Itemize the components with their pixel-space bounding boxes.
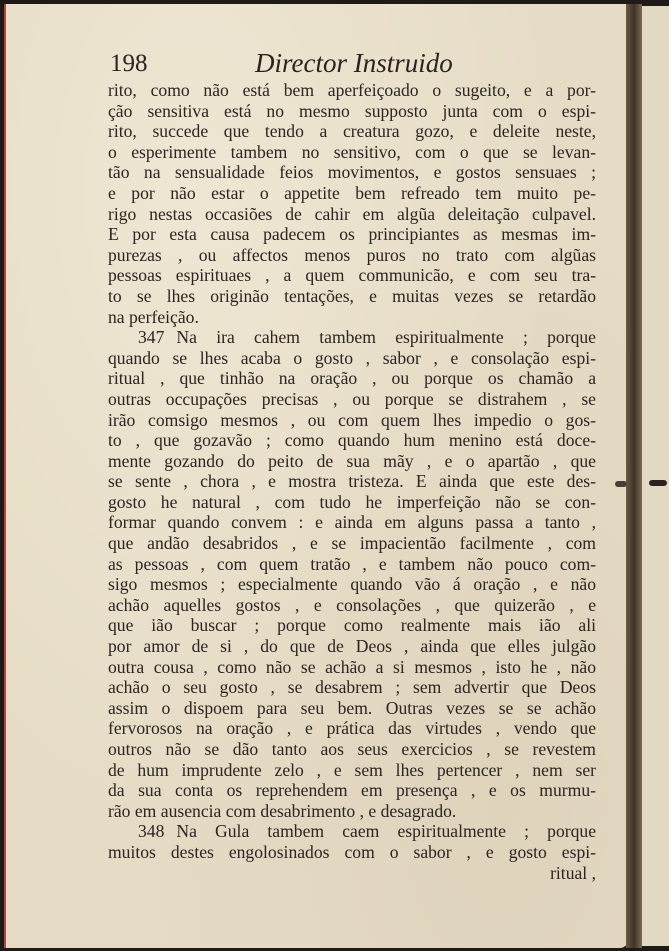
text-line: to , que gozavão ; como quando hum menino está doce- xyxy=(108,430,596,451)
paragraph-number: 347 xyxy=(138,327,165,348)
paragraph-text: Na Gula tambem caem espiritualmente ; porque xyxy=(176,821,596,842)
page-header xyxy=(110,46,610,82)
text-line: formar quando convem : e ainda em alguns passa a tanto , xyxy=(108,512,596,533)
text-line: tão na sensualidade feios movimentos, e gostos sensuaes ; xyxy=(108,162,596,183)
text-line: por amor de si , do que de Deos , ainda que elles julgão xyxy=(108,636,596,657)
text-line: mente gozando do peito de sua mãy , e o apartão , que xyxy=(108,450,596,471)
text-line: rito, succede que tendo a creatura gozo, e deleite neste, xyxy=(108,121,596,142)
running-title: Director Instruido xyxy=(255,48,453,78)
text-line: o esperimente tambem no sensitivo, com o que se levan- xyxy=(108,141,596,162)
ink-smudge xyxy=(615,481,627,487)
text-line: sigo mesmos ; especialmente quando vão á oração , e não xyxy=(108,574,596,595)
text-line: muitos destes engolosinados com o sabor , e gosto espi- xyxy=(108,841,596,862)
text-line: achão o seu gosto , se desabrem ; sem advertir que Deos xyxy=(108,677,596,698)
text-line: da sua conta os reprehendem em presença , e os murmu- xyxy=(108,780,596,801)
text-line: as pessoas , com quem tratão , e tambem não pouco com- xyxy=(108,553,596,574)
text-line: to se lhes originão tentações, e muitas vezes se retardão xyxy=(108,285,596,306)
text-line: assim o dispoem para seu bem. Outras vezes se se achão xyxy=(108,697,596,718)
page-number: 198 xyxy=(110,50,148,77)
text-line: rito, como não está bem aperfeiçoado o sugeito, e a por- xyxy=(108,80,596,100)
text-line: purezas , ou affectos menos puros no trato com algũas xyxy=(108,244,596,265)
text-line: na perfeição. xyxy=(108,306,199,327)
paragraph-348-first-line xyxy=(108,821,596,842)
text-line: achão aquelles gostos , e consolações , que quizerão , e xyxy=(108,594,596,615)
text-line: que ião buscar ; porque como realmente mais ião ali xyxy=(108,615,596,636)
text-line: fervorosos na oração , e prática das virtudes , vendo que xyxy=(108,718,596,739)
text-line: se sente , chora , e mostra tristeza. E ainda que este des- xyxy=(108,471,596,492)
catchword: ritual , xyxy=(550,862,596,883)
text-line: quando se lhes acaba o gosto , sabor , e consolação espi- xyxy=(108,347,596,368)
text-line: rão em ausencia com desabrimento , e desagrado. xyxy=(108,800,457,821)
text-line: gosto he natural , com tudo he imperfeição não se con- xyxy=(108,491,596,512)
text-line: e por não estar o appetite bem refreado tem muito pe- xyxy=(108,182,596,203)
paragraph-number: 348 xyxy=(138,821,165,842)
text-line: outra cousa , como não se achão a si mesmos , isto he , não xyxy=(108,656,596,677)
text-line: pessoas espirituaes , a quem communicão, e com seu tra- xyxy=(108,265,596,286)
text-line: ção sensitiva está no mesmo supposto junta com o espi- xyxy=(108,100,596,121)
adjacent-page-ink-mark xyxy=(649,480,667,486)
adjacent-page-edge xyxy=(642,6,669,946)
body-text xyxy=(108,80,596,883)
text-line: que andão desabridos , e se impacientão facilmente , com xyxy=(108,533,596,554)
paragraph-text: Na ira cahem tambem espiritualmente ; porque xyxy=(176,327,596,348)
book-gutter xyxy=(626,4,642,948)
paragraph-347-first-line xyxy=(108,327,596,348)
text-line: outras occupações precisas , ou porque se distrahem , se xyxy=(108,388,596,409)
text-line: E por esta causa padecem os principiantes as mesmas im- xyxy=(108,224,596,245)
text-line: rigo nestas occasiões de cahir em algũa deleitação culpavel. xyxy=(108,203,596,224)
text-line: outros não se dão tanto aos seus exercicios , se revestem xyxy=(108,739,596,759)
text-line: irão comsigo mesmos , ou com quem lhes impedio o gos- xyxy=(108,409,596,430)
text-line: ritual , que tinhão na oração , ou porque os chamão a xyxy=(108,368,596,389)
text-line: de hum imprudente zelo , e sem lhes pertencer , nem ser xyxy=(108,759,596,780)
